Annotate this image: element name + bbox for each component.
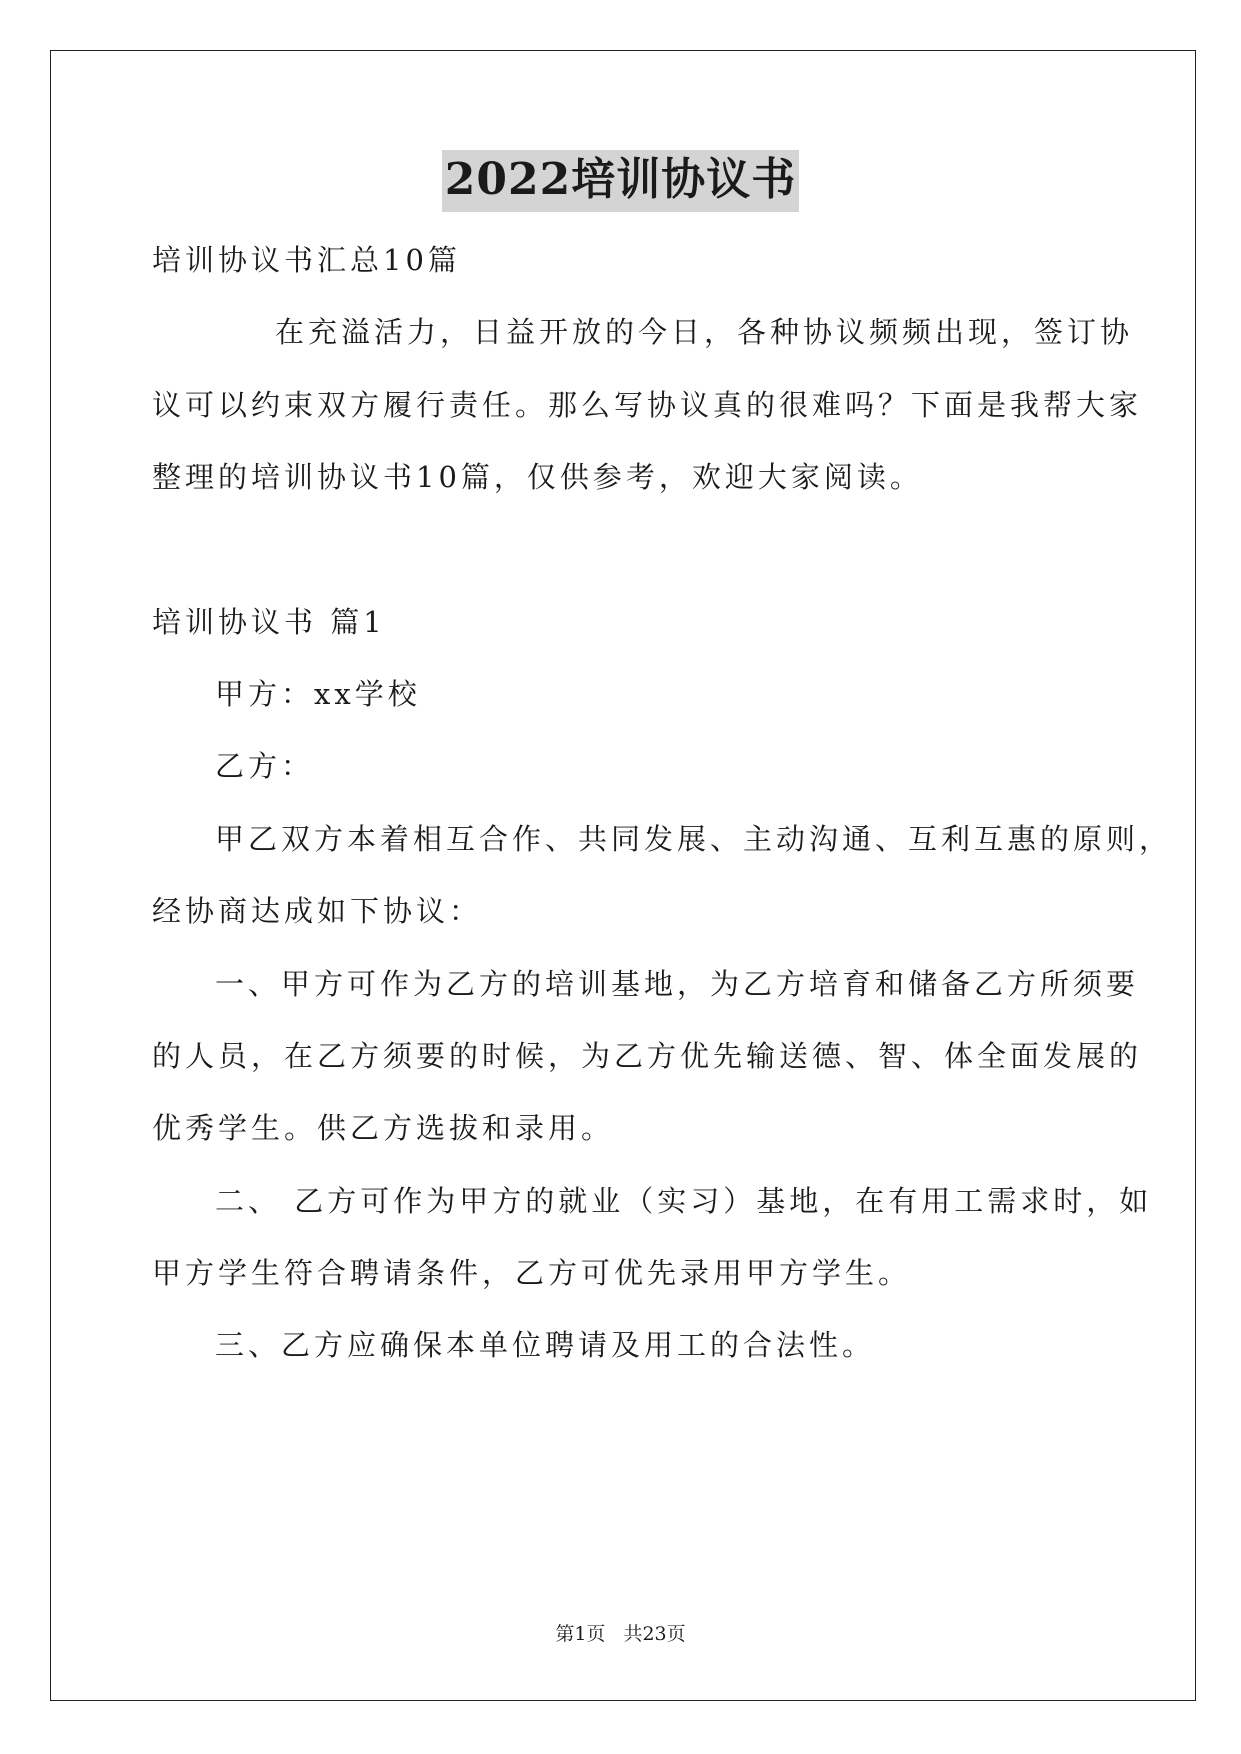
document-title: 2022培训协议书: [442, 150, 799, 212]
section-heading: 培训协议书 篇1: [152, 605, 386, 639]
body-line-6: 二、 乙方可作为甲方的就业（实习）基地，在有用工需求时，如: [215, 1184, 1153, 1218]
intro-line-3: 整理的培训协议书10篇，仅供参考，欢迎大家阅读。: [152, 460, 923, 494]
page-border: [50, 50, 1196, 1701]
body-line-7: 甲方学生符合聘请条件，乙方可优先录用甲方学生。: [152, 1256, 912, 1290]
page-number-total: 共23页: [623, 1623, 686, 1645]
body-line-3: 一、甲方可作为乙方的培训基地，为乙方培育和储备乙方所须要: [215, 967, 1140, 1001]
body-line-1: 甲乙双方本着相互合作、共同发展、主动沟通、互利互惠的原则，: [215, 822, 1173, 856]
body-line-5: 优秀学生。供乙方选拔和录用。: [152, 1111, 615, 1145]
intro-line-1: 在充溢活力，日益开放的今日，各种协议频频出现，签订协: [275, 315, 1134, 349]
title-container: [0, 150, 1241, 212]
intro-line-2: 议可以约束双方履行责任。那么写协议真的很难吗？下面是我帮大家: [152, 388, 1143, 422]
body-line-4: 的人员，在乙方须要的时候，为乙方优先输送德、智、体全面发展的: [152, 1039, 1143, 1073]
page-footer: [0, 1622, 1241, 1646]
page-number-current: 第1页: [555, 1623, 606, 1645]
document-subtitle: 培训协议书汇总10篇: [152, 243, 461, 277]
body-line-2: 经协商达成如下协议：: [152, 894, 483, 928]
party-a: 甲方：xx学校: [215, 677, 421, 711]
body-line-8: 三、乙方应确保本单位聘请及用工的合法性。: [215, 1328, 876, 1362]
party-b: 乙方：: [215, 749, 315, 783]
